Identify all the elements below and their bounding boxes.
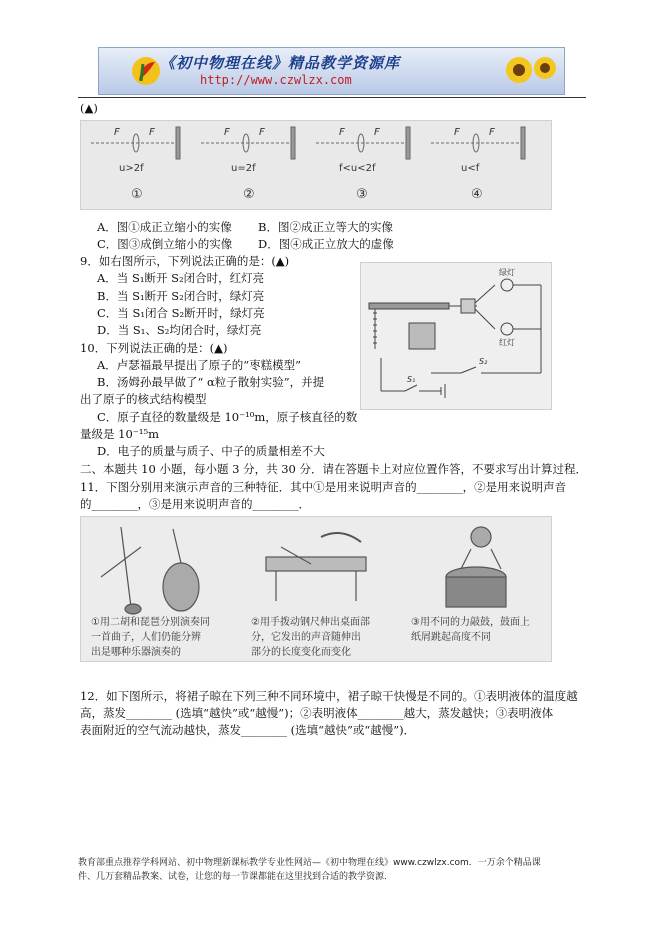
diagram-number-1: ① xyxy=(131,187,143,202)
q9-relay-figure xyxy=(360,262,552,410)
caption-pitch: ②用手拨动钢尺伸出桌面部 分，它发出的声音随伸出 部分的长度变化而变化 xyxy=(251,617,370,658)
condition-4: u<f xyxy=(461,163,480,174)
q12-line-3: 表面附近的空气流动越快，蒸发________ (选填“越快”或“越慢”)． xyxy=(80,723,416,737)
q8-option-a: A．图①成正立缩小的实像 xyxy=(97,220,232,234)
sunflower-icon xyxy=(499,50,561,92)
q9-option-b: B．当 S₁断开 S₂闭合时，绿灯亮 xyxy=(97,289,265,303)
header-url[interactable]: http://www.czwlzx.com xyxy=(200,73,352,87)
focus-label: F xyxy=(149,127,155,138)
condition-3: f<u<2f xyxy=(339,163,376,174)
switch-s2-label: S₂ xyxy=(479,357,488,366)
q9-option-c: C．当 S₁闭合 S₂断开时，绿灯亮 xyxy=(97,306,265,320)
footer-line-1: 教育部重点推荐学科网站、初中物理新课标教学专业性网站—《初中物理在线》www.czwlzx.com．一万余个精品课 xyxy=(78,858,541,868)
q12-line-1: 12．如下图所示，将裙子晾在下列三种不同环境中，裙子晾干快慢是不同的。①表明液体的温度越 xyxy=(80,689,578,703)
diagram-number-3: ③ xyxy=(356,187,368,202)
diagram-number-4: ④ xyxy=(471,187,483,202)
relay-circuit xyxy=(361,263,551,409)
q12-line-2: 高，蒸发________ (选填“越快”或“越慢”)；②表明液体________越大，蒸发越快；③表明液体 xyxy=(80,706,554,720)
focus-label: F xyxy=(339,127,345,138)
green-light-label: 绿灯 xyxy=(499,268,515,277)
section-2-heading: 二、本题共 10 小题，每小题 3 分，共 30 分．请在答题卡上对应位置作答，不要求写出计算过程． xyxy=(80,462,588,476)
caption-loudness: ③用不同的力敲鼓，鼓面上 纸屑跳起高度不同 xyxy=(411,617,530,643)
q11-line-1: 11．下图分别用来演示声音的三种特征．其中①是用来说明声音的________，②是用来说明声音 xyxy=(80,480,567,494)
focus-label: F xyxy=(454,127,460,138)
q10-option-b-cont: 出了原子的核式结构模型 xyxy=(80,392,207,406)
q10-stem: 10．下列说法正确的是：(▲) xyxy=(80,341,228,355)
switch-s1-label: S₁ xyxy=(407,375,416,384)
focus-label: F xyxy=(489,127,495,138)
q8-option-c: C．图③成倒立缩小的实像 xyxy=(97,237,233,251)
header-title: 《初中物理在线》精品教学资源库 xyxy=(160,54,401,72)
q10-option-b: B．汤姆孙最早做了“ α粒子散射实验”，并提 xyxy=(97,375,325,389)
header-divider xyxy=(78,97,586,98)
q8-lens-figure xyxy=(80,120,552,210)
q9-option-d: D．当 S₁、S₂均闭合时，绿灯亮 xyxy=(97,323,262,337)
q9-option-a: A．当 S₁断开 S₂闭合时，红灯亮 xyxy=(97,271,265,285)
focus-label: F xyxy=(259,127,265,138)
diagram-number-2: ② xyxy=(243,187,255,202)
q11-sound-figure xyxy=(80,516,552,662)
q8-option-b: B．图②成正立等大的实像 xyxy=(258,220,393,234)
footer-line-2: 件、几万套精品教案、试卷，让您的每一节课都能在这里找到合适的教学资源． xyxy=(78,872,394,882)
q8-option-d: D．图④成正立放大的虚像 xyxy=(258,237,394,251)
q10-option-a: A．卢瑟福最早提出了原子的“枣糕模型” xyxy=(97,358,302,372)
focus-label: F xyxy=(224,127,230,138)
q9-stem: 9．如右图所示，下列说法正确的是：(▲) xyxy=(80,254,290,268)
condition-2: u=2f xyxy=(231,163,256,174)
caption-timbre: ①用二胡和琵琶分别演奏同 一首曲子，人们仍能分辨 出是哪种乐器演奏的 xyxy=(91,617,210,658)
condition-1: u>2f xyxy=(119,163,144,174)
q11-line-2: 的________，③是用来说明声音的________． xyxy=(80,497,310,511)
q10-option-d: D．电子的质量与质子、中子的质量相差不大 xyxy=(97,444,325,458)
focus-label: F xyxy=(374,127,380,138)
q10-option-c-cont: 量级是 10⁻¹⁵m xyxy=(80,427,159,441)
red-light-label: 红灯 xyxy=(499,338,515,347)
focus-label: F xyxy=(114,127,120,138)
q8-marker: (▲) xyxy=(80,101,98,115)
q10-option-c: C．原子直径的数量级是 10⁻¹⁰m，原子核直径的数 xyxy=(97,410,358,424)
logo-icon xyxy=(129,54,163,88)
